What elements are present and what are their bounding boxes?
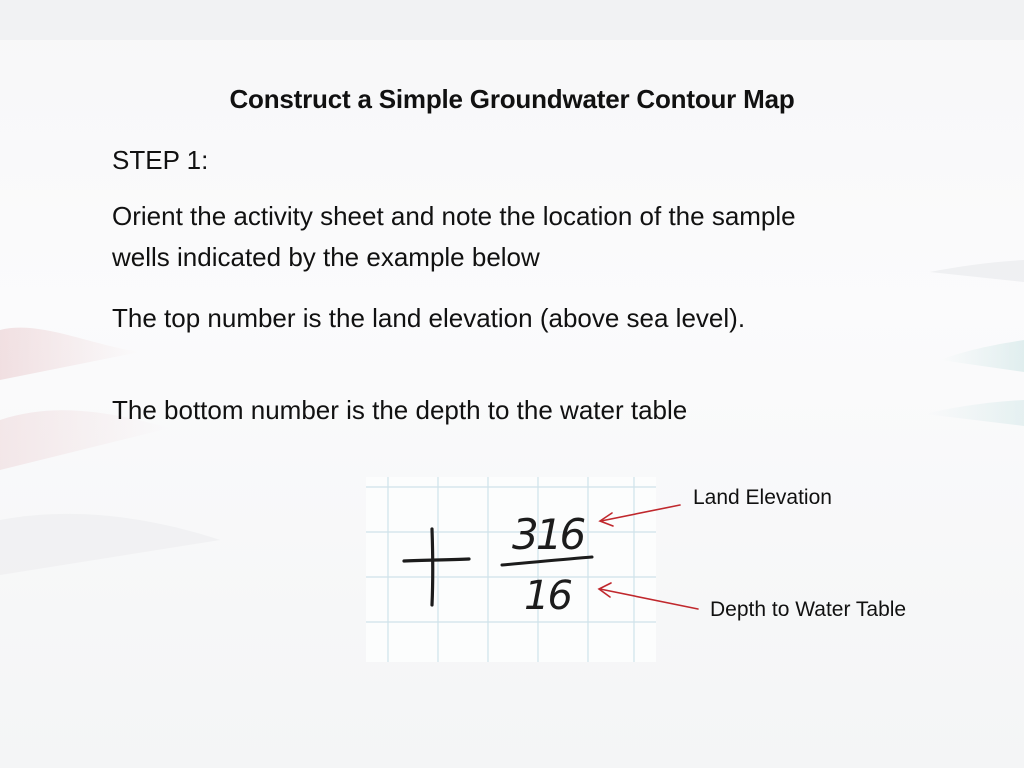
slide-title: Construct a Simple Groundwater Contour Map	[229, 84, 795, 114]
depth-to-water-table-label: Depth to Water Table	[710, 598, 907, 621]
depth-to-water-value: 16	[524, 573, 571, 619]
bottom-number-explanation: The bottom number is the depth to the water table	[112, 395, 688, 425]
step-heading: STEP 1:	[112, 145, 209, 175]
well-example-image	[366, 477, 656, 662]
land-elevation-label: Land Elevation	[693, 486, 832, 509]
land-elevation-value: 316	[512, 510, 584, 559]
top-number-explanation: The top number is the land elevation (above sea level).	[112, 303, 746, 333]
instruction-paragraph: Orient the activity sheet and note the location of the sample wells indicated by the example below	[112, 201, 796, 272]
